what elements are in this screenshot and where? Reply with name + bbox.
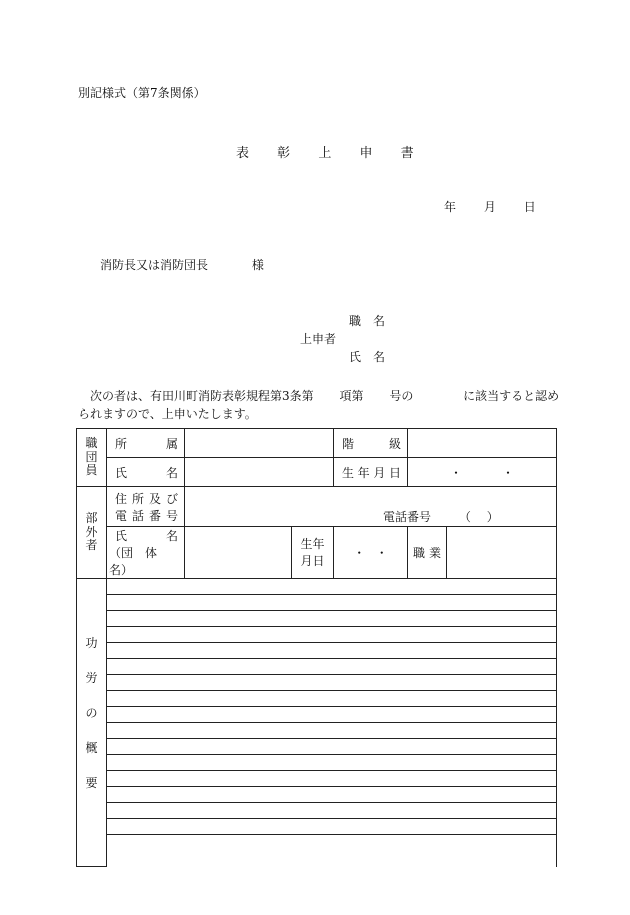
member-label-char: 員: [85, 463, 98, 478]
ruled-line: [107, 771, 556, 787]
occupation-field[interactable]: [447, 527, 557, 579]
body-line-2: られますので、上申いたします。: [78, 407, 257, 421]
title-char: 書: [400, 146, 414, 161]
outsider-label-char: 部: [85, 510, 98, 525]
member-label: [77, 429, 107, 487]
separator-dot: ・: [375, 546, 388, 560]
date-month: 月: [483, 200, 496, 214]
birthdate-field[interactable]: [408, 458, 557, 487]
ruled-line: [107, 755, 556, 771]
date-year: 年: [444, 200, 457, 214]
body-line-1: [90, 387, 559, 404]
group-name-label: 氏 名 （団 体 名）: [107, 527, 185, 579]
achievement-label-char: 概: [85, 741, 98, 755]
ruled-line: [107, 627, 556, 643]
rank-label: 階 級: [334, 429, 408, 458]
separator-dot: ・: [353, 546, 366, 560]
separator-dot: ・: [501, 465, 514, 480]
phone-paren-close: ）: [486, 510, 499, 524]
title-char: 申: [359, 146, 373, 161]
affiliation-field[interactable]: [185, 429, 334, 458]
applicant-position: 職 名: [349, 314, 386, 328]
body-text-a: 次の者は、有田川町消防表彰規程第3条第: [90, 389, 314, 403]
birthdate-label: 生 年 月 日: [334, 458, 408, 487]
body-text-b: 項第: [339, 389, 364, 403]
address-field[interactable]: [185, 487, 557, 527]
achievement-label-char: 功: [85, 636, 98, 650]
member-name-label: 氏 名: [107, 458, 185, 487]
outsider-label: [77, 487, 107, 579]
ruled-line: [107, 787, 556, 803]
separator-dot: ・: [449, 465, 462, 480]
ruled-line: [107, 803, 556, 819]
title-char: 表: [236, 146, 250, 161]
ruled-line: [107, 739, 556, 755]
body-text-d: に該当すると認め: [463, 389, 560, 403]
ruled-line: [107, 579, 556, 595]
member-label-char: 団: [85, 449, 98, 464]
ruled-line: [107, 819, 556, 835]
ruled-line: [107, 659, 556, 675]
group-name-field[interactable]: [185, 527, 292, 579]
achievement-label: [77, 579, 107, 867]
occupation-label: 職 業: [408, 527, 447, 579]
achievement-label-char: の: [85, 706, 98, 720]
outsider-label-char: 者: [85, 538, 98, 553]
addressee: [100, 256, 264, 273]
address-label: 住 所 及 び 電 話 番 号: [107, 487, 185, 527]
ruled-line: [107, 643, 556, 659]
achievement-summary-field[interactable]: [107, 579, 557, 867]
ruled-line: [107, 595, 556, 611]
affiliation-label: 所 属: [107, 429, 185, 458]
outsider-birthdate-field[interactable]: [334, 527, 408, 579]
commendation-form-table: [76, 428, 557, 867]
member-name-field[interactable]: [185, 458, 334, 487]
outsider-label-char: 外: [85, 524, 98, 539]
page-title: [236, 142, 414, 161]
rank-field[interactable]: [408, 429, 557, 458]
ruled-line: [107, 675, 556, 691]
phone-paren-open: （: [458, 510, 471, 524]
member-label-char: 職: [85, 435, 98, 450]
phone-label: 電話番号: [383, 510, 432, 524]
addressee-honorific: 様: [251, 258, 264, 272]
achievement-label-char: 要: [85, 776, 98, 790]
applicant-name: 氏 名: [349, 350, 386, 364]
ruled-line: [107, 835, 556, 851]
date-day: 日: [523, 200, 536, 214]
ruled-line: [107, 723, 556, 739]
ruled-line: [107, 611, 556, 627]
title-char: 彰: [277, 146, 291, 161]
addressee-recipient: 消防長又は消防団長: [100, 258, 209, 272]
ruled-line: [107, 691, 556, 707]
date-line: [444, 198, 536, 215]
form-number: 別記様式（第7条関係）: [78, 86, 206, 100]
body-text-c: 号の: [389, 389, 414, 403]
applicant-label: 上申者: [300, 332, 337, 346]
birth-short-label: 生年 月日: [292, 527, 334, 579]
title-char: 上: [318, 146, 332, 161]
ruled-line: [107, 707, 556, 723]
achievement-label-char: 労: [85, 671, 98, 685]
